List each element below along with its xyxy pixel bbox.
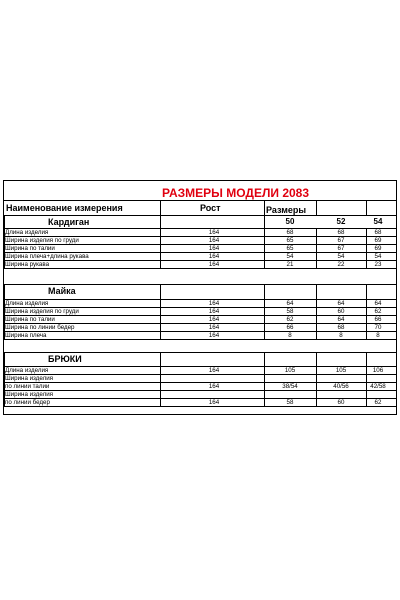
height-value: 164	[208, 383, 220, 390]
grid-line	[316, 236, 317, 244]
grid-line	[264, 236, 265, 244]
grid-line	[160, 390, 161, 398]
grid-line	[396, 331, 397, 339]
grid-line	[316, 228, 317, 236]
grid-line	[264, 307, 265, 315]
size-value: 22	[337, 261, 345, 268]
grid-line	[396, 228, 397, 236]
grid-line	[264, 284, 265, 299]
grid-line	[160, 374, 161, 382]
grid-line	[396, 382, 397, 390]
size-value: 106	[372, 367, 384, 374]
grid-line	[396, 284, 397, 299]
grid-line	[396, 236, 397, 244]
measure-label: по линии бедер	[5, 399, 50, 406]
grid-line	[396, 299, 397, 307]
grid-line	[264, 366, 265, 374]
measure-label: Ширина рукава	[5, 261, 50, 268]
grid-line	[396, 374, 397, 382]
measure-label: Длина изделия	[5, 300, 49, 307]
grid-line	[4, 284, 396, 285]
grid-line	[264, 331, 265, 339]
grid-line	[316, 307, 317, 315]
size-value: 69	[374, 237, 382, 244]
size-label: 54	[373, 217, 383, 226]
grid-line	[316, 382, 317, 390]
measure-label: Ширина изделия по груди	[5, 308, 79, 315]
size-value: 62	[286, 316, 294, 323]
grid-line	[264, 352, 265, 366]
grid-line	[160, 228, 161, 236]
grid-line	[4, 406, 396, 407]
grid-line	[316, 366, 317, 374]
grid-line	[160, 382, 161, 390]
measure-label: Ширина плеча+длина рукава	[5, 253, 89, 260]
grid-line	[4, 284, 5, 339]
size-value: 65	[286, 237, 294, 244]
measure-label: Ширина изделия по груди	[5, 237, 79, 244]
grid-line	[264, 299, 265, 307]
size-value: 64	[374, 300, 382, 307]
measure-label: Длина изделия	[5, 367, 49, 374]
grid-line	[366, 374, 367, 382]
grid-line	[264, 398, 265, 406]
size-value: 64	[337, 300, 345, 307]
grid-line	[366, 390, 367, 398]
grid-line	[160, 366, 161, 374]
grid-line	[4, 352, 5, 406]
grid-line	[264, 200, 265, 228]
grid-line	[264, 228, 265, 236]
size-value: 21	[286, 261, 294, 268]
size-value: 68	[337, 229, 345, 236]
size-value: 67	[337, 245, 345, 252]
grid-line	[316, 252, 317, 260]
grid-line	[396, 244, 397, 252]
grid-line	[396, 390, 397, 398]
height-value: 164	[208, 261, 220, 268]
grid-line	[316, 390, 317, 398]
size-value: 60	[337, 399, 345, 406]
size-value: 68	[374, 229, 382, 236]
sizes-header: Размеры	[266, 205, 307, 215]
size-value: 58	[286, 308, 294, 315]
grid-line	[160, 284, 161, 299]
grid-line	[316, 323, 317, 331]
size-value: 8	[339, 332, 343, 339]
measure-label: Ширина по талии	[5, 316, 55, 323]
grid-line	[264, 323, 265, 331]
grid-line	[396, 252, 397, 260]
measure-label: Ширина изделия	[5, 375, 54, 382]
grid-line	[316, 200, 317, 215]
size-value: 105	[284, 367, 296, 374]
grid-line	[264, 244, 265, 252]
grid-line	[4, 390, 396, 391]
section-title: Кардиган	[48, 217, 90, 227]
size-value: 62	[374, 399, 382, 406]
size-value: 8	[288, 332, 292, 339]
grid-line	[366, 284, 367, 299]
grid-line	[316, 299, 317, 307]
grid-line	[316, 374, 317, 382]
size-value: 54	[337, 253, 345, 260]
grid-line	[316, 260, 317, 268]
size-value: 38/54	[282, 383, 298, 390]
measure-label: Ширина по линии бедер	[5, 324, 75, 331]
size-value: 68	[286, 229, 294, 236]
size-value: 54	[286, 253, 294, 260]
size-value: 67	[337, 237, 345, 244]
grid-line	[264, 390, 265, 398]
size-value: 65	[286, 245, 294, 252]
grid-line	[160, 260, 161, 268]
grid-line	[160, 299, 161, 307]
grid-line	[4, 374, 396, 375]
grid-line	[396, 366, 397, 374]
grid-line	[4, 268, 396, 269]
page-title: РАЗМЕРЫ МОДЕЛИ 2083	[162, 186, 310, 200]
grid-line	[4, 352, 396, 353]
measure-label: Ширина плеча	[5, 332, 47, 339]
grid-line	[160, 398, 161, 406]
size-label: 52	[336, 217, 346, 226]
grid-line	[396, 307, 397, 315]
grid-line	[160, 200, 161, 228]
size-value: 23	[374, 261, 382, 268]
height-value: 164	[208, 237, 220, 244]
measure-label: Длина изделия	[5, 229, 49, 236]
size-value: 60	[337, 308, 345, 315]
grid-line	[396, 315, 397, 323]
grid-line	[316, 398, 317, 406]
size-value: 62	[374, 308, 382, 315]
grid-line	[264, 382, 265, 390]
grid-line	[316, 315, 317, 323]
height-value: 164	[208, 332, 220, 339]
size-value: 105	[335, 367, 347, 374]
grid-line	[264, 315, 265, 323]
grid-line	[160, 307, 161, 315]
height-value: 164	[208, 324, 220, 331]
grid-line	[160, 252, 161, 260]
size-value: 64	[337, 316, 345, 323]
measure-label: Ширина по талии	[5, 245, 55, 252]
grid-line	[160, 236, 161, 244]
size-label: 50	[285, 217, 295, 226]
size-value: 69	[374, 245, 382, 252]
measure-header: Наименование измерения	[6, 203, 123, 213]
size-value: 40/56	[333, 383, 349, 390]
grid-line	[264, 252, 265, 260]
grid-line	[316, 352, 317, 366]
grid-line	[366, 352, 367, 366]
height-value: 164	[208, 253, 220, 260]
section-title: БРЮКИ	[48, 354, 82, 364]
grid-line	[160, 244, 161, 252]
grid-line	[4, 200, 396, 201]
grid-line	[4, 215, 396, 216]
grid-line	[160, 315, 161, 323]
measure-label: по линии талии	[5, 383, 50, 390]
height-value: 164	[208, 308, 220, 315]
grid-line	[4, 215, 5, 268]
section-title: Майка	[48, 286, 76, 296]
measure-label: Ширина изделия	[5, 391, 54, 398]
grid-line	[4, 339, 396, 340]
grid-line	[316, 244, 317, 252]
grid-line	[396, 323, 397, 331]
height-value: 164	[208, 367, 220, 374]
grid-line	[396, 352, 397, 366]
grid-line	[264, 374, 265, 382]
size-value: 58	[286, 399, 294, 406]
height-value: 164	[208, 300, 220, 307]
size-value: 68	[337, 324, 345, 331]
grid-line	[264, 260, 265, 268]
grid-line	[366, 200, 367, 215]
height-value: 164	[208, 399, 220, 406]
size-value: 8	[376, 332, 380, 339]
grid-line	[396, 398, 397, 406]
grid-line	[160, 352, 161, 366]
size-value: 66	[374, 316, 382, 323]
grid-line	[160, 323, 161, 331]
grid-line	[396, 260, 397, 268]
size-value: 54	[374, 253, 382, 260]
size-value: 64	[286, 300, 294, 307]
height-value: 164	[208, 245, 220, 252]
grid-line	[316, 284, 317, 299]
height-value: 164	[208, 316, 220, 323]
size-value: 42/58	[370, 383, 386, 390]
grid-line	[160, 331, 161, 339]
height-header: Рост	[200, 203, 221, 213]
size-value: 66	[286, 324, 294, 331]
size-value: 70	[374, 324, 382, 331]
grid-line	[316, 331, 317, 339]
height-value: 164	[208, 229, 220, 236]
